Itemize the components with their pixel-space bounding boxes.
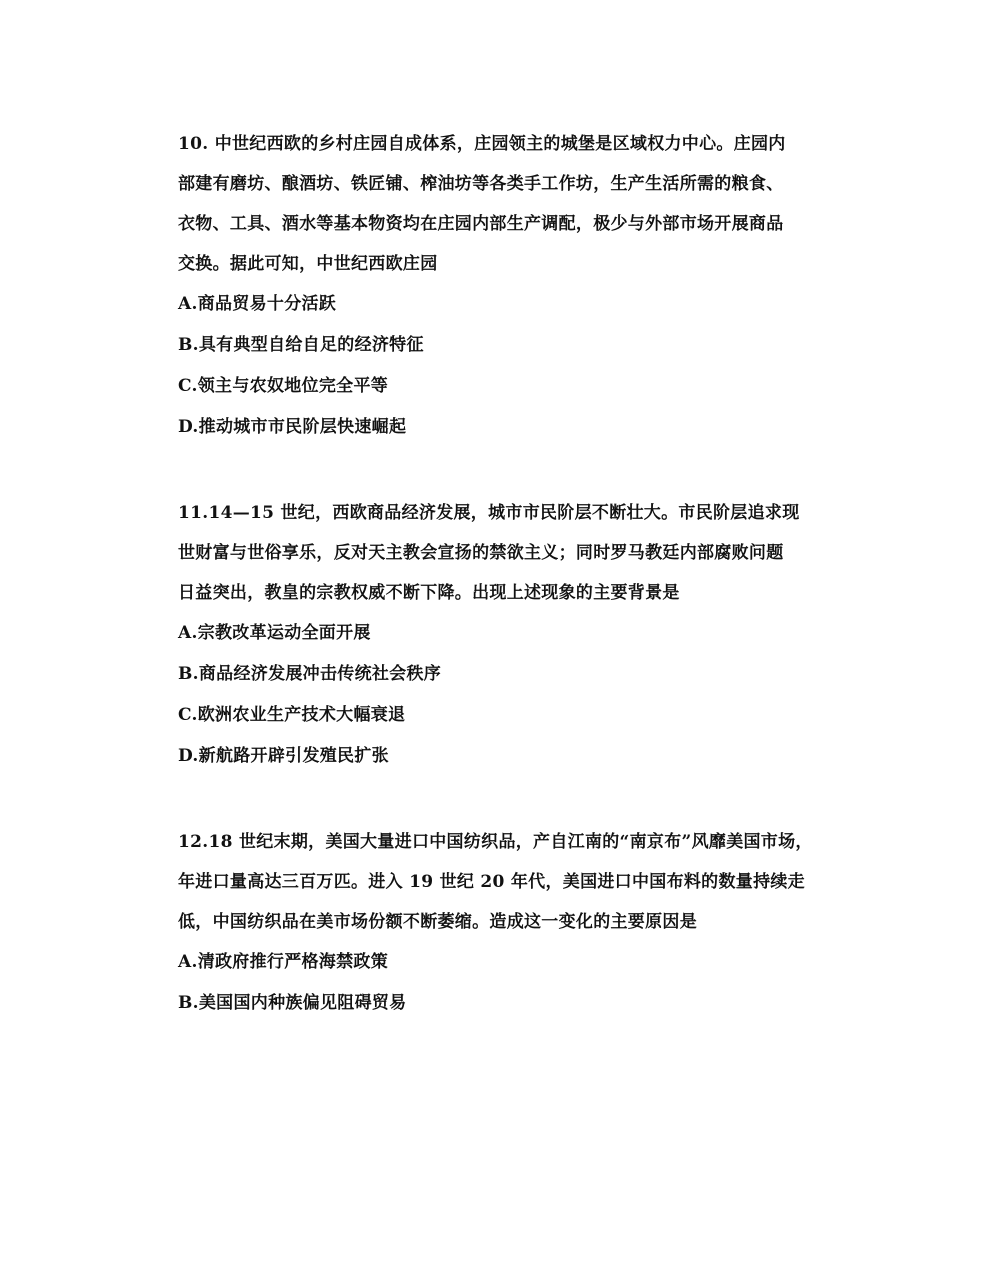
stem-line: 交换。据此可知，中世纪西欧庄园 [178,254,438,274]
stem-line: 年进口量高达三百万匹。进入 19 世纪 20 年代，美国进口中国布料的数量持续走 [178,872,805,892]
option-d: D.新航路开辟引发殖民扩张 [178,746,389,766]
question-11 [178,493,828,777]
stem-line: 部建有磨坊、酿酒坊、铁匠铺、榨油坊等各类手工作坊，生产生活所需的粮食、 [178,174,784,194]
option-d: D.推动城市市民阶层快速崛起 [178,417,407,437]
stem-line: 世财富与世俗享乐，反对天主教会宣扬的禁欲主义；同时罗马教廷内部腐败问题 [178,543,784,563]
stem-line: 日益突出，教皇的宗教权威不断下降。出现上述现象的主要背景是 [178,583,680,603]
stem-line: 低，中国纺织品在美市场份额不断萎缩。造成这一变化的主要原因是 [178,912,697,932]
option-c: C.欧洲农业生产技术大幅衰退 [178,705,406,725]
exam-content [178,124,828,1024]
stem-line: 11.14—15 世纪，西欧商品经济发展，城市市民阶层不断壮大。市民阶层追求现 [178,503,800,523]
option-b: B.具有典型自给自足的经济特征 [178,335,424,355]
option-a: A.宗教改革运动全面开展 [178,623,371,643]
option-c: C.领主与农奴地位完全平等 [178,376,389,396]
option-a: A.商品贸易十分活跃 [178,294,337,314]
question-stem [178,124,828,284]
question-stem [178,493,828,613]
option-b: B.美国国内种族偏见阻碍贸易 [178,993,407,1013]
stem-line: 10. 中世纪西欧的乡村庄园自成体系，庄园领主的城堡是区域权力中心。庄园内 [178,134,786,154]
question-12 [178,822,828,1024]
question-stem [178,822,828,942]
option-a: A.清政府推行严格海禁政策 [178,952,389,972]
question-10 [178,124,828,448]
option-b: B.商品经济发展冲击传统社会秩序 [178,664,442,684]
stem-line: 12.18 世纪末期，美国大量进口中国纺织品，产自江南的“南京布”风靡美国市场， [178,832,813,852]
stem-line: 衣物、工具、酒水等基本物资均在庄园内部生产调配，极少与外部市场开展商品 [178,214,784,234]
